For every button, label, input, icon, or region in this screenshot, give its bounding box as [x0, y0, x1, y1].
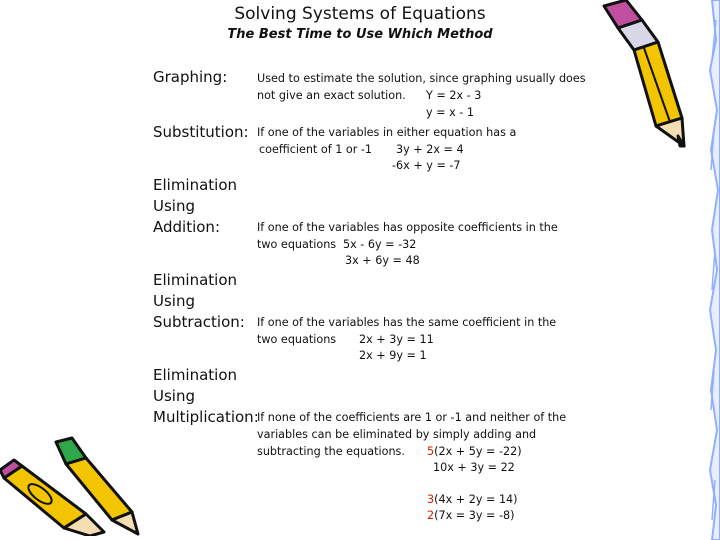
page-subtitle: The Best Time to Use Which Method [227, 27, 493, 42]
subtraction-desc-2: two equations [257, 333, 337, 346]
graphing-desc-1: Used to estimate the solution, since graphing usually does [257, 72, 586, 85]
addition-label-2: Using [153, 197, 195, 215]
addition-eq-2: 3x + 6y = 48 [345, 254, 420, 267]
substitution-eq-1: 3y + 2x = 4 [396, 143, 464, 156]
subtraction-label-3: Subtraction: [153, 313, 245, 331]
multiplication-label-3: Multiplication: [153, 408, 259, 426]
multiplication-eq-2: 10x + 3y = 22 [433, 461, 515, 474]
multiplication-eq-1 [427, 444, 522, 461]
multiplication-eq-4 [427, 508, 514, 525]
subtraction-eq-2: 2x + 9y = 1 [359, 349, 427, 362]
subtraction-label-1: Elimination [153, 271, 238, 289]
multiplication-eq-1-body: (2x + 5y = -22) [434, 445, 522, 458]
multiplication-label-2: Using [153, 387, 195, 405]
multiplication-desc-1: If none of the coefficients are 1 or -1 and neither of the [257, 411, 567, 424]
subtraction-eq-1: 2x + 3y = 11 [359, 333, 434, 346]
multiplication-eq-3-body: (4x + 2y = 14) [434, 493, 518, 506]
substitution-desc-2: coefficient of 1 or -1 [259, 143, 373, 156]
multiplier-3: 3 [427, 493, 435, 506]
multiplication-label-1: Elimination [153, 366, 238, 384]
substitution-eq-2: -6x + y = -7 [392, 159, 461, 172]
page-title: Solving Systems of Equations [234, 4, 486, 24]
torn-edge-decoration [690, 0, 720, 540]
multiplier-5: 5 [427, 445, 435, 458]
graphing-eq-1: Y = 2x - 3 [426, 89, 482, 102]
subtraction-label-2: Using [153, 292, 195, 310]
graphing-eq-2: y = x - 1 [426, 106, 474, 119]
multiplication-eq-3 [427, 492, 518, 509]
graphing-label: Graphing: [153, 68, 228, 86]
graphing-desc-2: not give an exact solution. [257, 89, 406, 102]
multiplication-desc-3: subtracting the equations. [257, 445, 405, 458]
pencil-icon [0, 436, 140, 536]
addition-label-3: Addition: [153, 218, 220, 236]
substitution-desc-1: If one of the variables in either equation has a [257, 126, 517, 139]
addition-eq-1: 5x - 6y = -32 [343, 238, 417, 251]
multiplier-2: 2 [427, 509, 435, 522]
addition-desc-1: If one of the variables has opposite coefficients in the [257, 221, 558, 234]
multiplication-desc-2: variables can be eliminated by simply adding and [257, 428, 537, 441]
addition-desc-2: two equations [257, 238, 337, 251]
multiplication-eq-4-body: (7x = 3y = -8) [434, 509, 515, 522]
addition-label-1: Elimination [153, 176, 238, 194]
pencil-icon [596, 0, 694, 150]
subtraction-desc-1: If one of the variables has the same coefficient in the [257, 316, 557, 329]
substitution-label: Substitution: [153, 123, 249, 141]
